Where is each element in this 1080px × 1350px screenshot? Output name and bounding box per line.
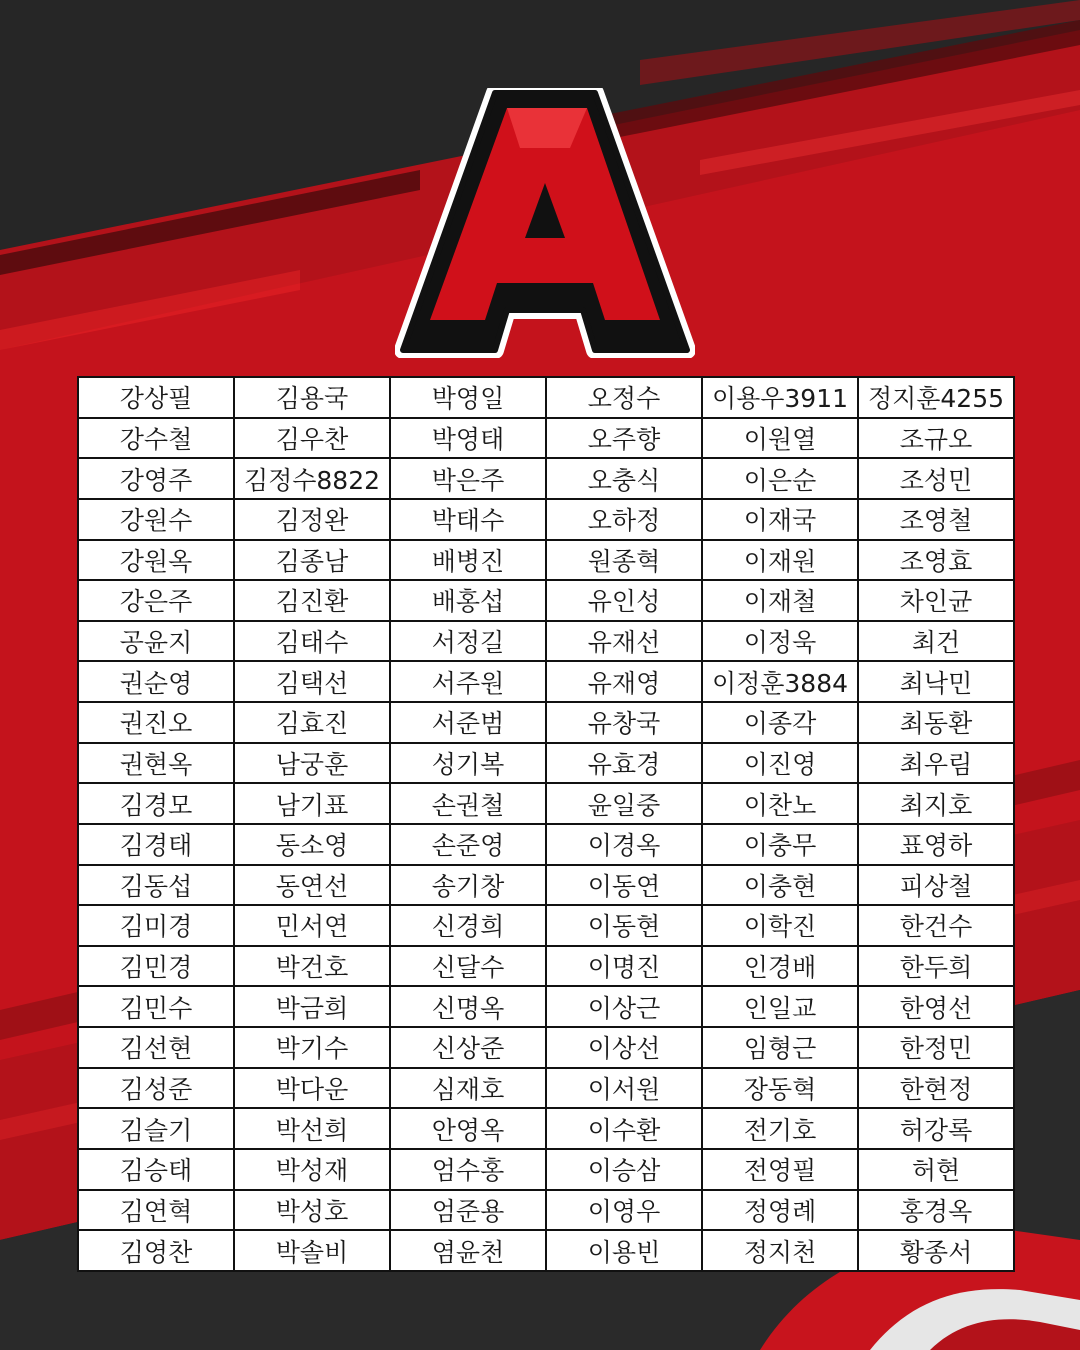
name-cell: 김용국 — [234, 377, 390, 418]
name-cell: 박솔비 — [234, 1230, 390, 1271]
name-cell: 전영필 — [702, 1149, 858, 1190]
name-cell: 이종각 — [702, 702, 858, 743]
name-cell: 유재선 — [546, 621, 702, 662]
name-cell: 원종혁 — [546, 540, 702, 581]
name-cell: 김효진 — [234, 702, 390, 743]
table-row — [78, 499, 1014, 540]
name-cell: 김성준 — [78, 1068, 234, 1109]
name-cell: 차인균 — [858, 580, 1014, 621]
name-cell: 한영선 — [858, 986, 1014, 1027]
name-cell: 서주원 — [390, 661, 546, 702]
name-cell: 장동혁 — [702, 1068, 858, 1109]
name-cell: 김미경 — [78, 905, 234, 946]
name-cell: 박기수 — [234, 1027, 390, 1068]
name-cell: 동연선 — [234, 865, 390, 906]
table-row — [78, 580, 1014, 621]
name-cell: 손준영 — [390, 824, 546, 865]
name-cell: 박성호 — [234, 1190, 390, 1231]
name-cell: 권진오 — [78, 702, 234, 743]
name-cell: 김동섭 — [78, 865, 234, 906]
name-cell: 오정수 — [546, 377, 702, 418]
name-cell: 강상필 — [78, 377, 234, 418]
name-cell: 이경옥 — [546, 824, 702, 865]
name-cell: 신상준 — [390, 1027, 546, 1068]
name-cell: 박태수 — [390, 499, 546, 540]
name-cell: 이서원 — [546, 1068, 702, 1109]
name-cell: 이용빈 — [546, 1230, 702, 1271]
table-row — [78, 905, 1014, 946]
name-cell: 허강록 — [858, 1108, 1014, 1149]
table-row — [78, 540, 1014, 581]
table-row — [78, 946, 1014, 987]
name-cell: 신달수 — [390, 946, 546, 987]
name-cell: 김승태 — [78, 1149, 234, 1190]
name-cell: 박다운 — [234, 1068, 390, 1109]
name-cell: 염윤천 — [390, 1230, 546, 1271]
name-cell: 최동환 — [858, 702, 1014, 743]
name-cell: 전기호 — [702, 1108, 858, 1149]
name-cell: 강영주 — [78, 458, 234, 499]
name-cell: 박성재 — [234, 1149, 390, 1190]
name-cell: 박선희 — [234, 1108, 390, 1149]
name-cell: 김민수 — [78, 986, 234, 1027]
table-row — [78, 1068, 1014, 1109]
name-cell: 박건호 — [234, 946, 390, 987]
name-cell: 남궁훈 — [234, 743, 390, 784]
name-cell: 임형근 — [702, 1027, 858, 1068]
name-cell: 최건 — [858, 621, 1014, 662]
table-row — [78, 1027, 1014, 1068]
name-cell: 오주향 — [546, 418, 702, 459]
name-cell: 조규오 — [858, 418, 1014, 459]
name-cell: 이재원 — [702, 540, 858, 581]
name-cell: 허현 — [858, 1149, 1014, 1190]
table-row — [78, 1230, 1014, 1271]
name-cell: 김선현 — [78, 1027, 234, 1068]
name-cell: 인경배 — [702, 946, 858, 987]
name-cell: 손권철 — [390, 783, 546, 824]
name-cell: 김태수 — [234, 621, 390, 662]
name-cell: 김택선 — [234, 661, 390, 702]
name-cell: 이상선 — [546, 1027, 702, 1068]
name-cell: 심재호 — [390, 1068, 546, 1109]
name-cell: 성기복 — [390, 743, 546, 784]
name-cell: 권현옥 — [78, 743, 234, 784]
name-cell: 이충무 — [702, 824, 858, 865]
name-cell: 조성민 — [858, 458, 1014, 499]
table-row — [78, 1149, 1014, 1190]
name-cell: 이동현 — [546, 905, 702, 946]
name-cell: 공윤지 — [78, 621, 234, 662]
name-cell: 최우림 — [858, 743, 1014, 784]
name-cell: 서준범 — [390, 702, 546, 743]
name-cell: 정영례 — [702, 1190, 858, 1231]
name-cell: 조영효 — [858, 540, 1014, 581]
name-cell: 엄수홍 — [390, 1149, 546, 1190]
name-cell: 신명옥 — [390, 986, 546, 1027]
name-cell: 유재영 — [546, 661, 702, 702]
name-cell: 이상근 — [546, 986, 702, 1027]
name-cell: 김경태 — [78, 824, 234, 865]
name-cell: 인일교 — [702, 986, 858, 1027]
name-cell: 이승삼 — [546, 1149, 702, 1190]
name-cell: 신경희 — [390, 905, 546, 946]
name-cell: 이학진 — [702, 905, 858, 946]
table-row — [78, 824, 1014, 865]
name-cell: 이정훈3884 — [702, 661, 858, 702]
name-cell: 송기창 — [390, 865, 546, 906]
table-row — [78, 1190, 1014, 1231]
name-cell: 김정수8822 — [234, 458, 390, 499]
name-cell: 엄준용 — [390, 1190, 546, 1231]
name-cell: 이동연 — [546, 865, 702, 906]
name-cell: 김연혁 — [78, 1190, 234, 1231]
name-cell: 김영찬 — [78, 1230, 234, 1271]
table-row — [78, 865, 1014, 906]
name-cell: 이명진 — [546, 946, 702, 987]
name-cell: 김경모 — [78, 783, 234, 824]
table-row — [78, 743, 1014, 784]
table-row — [78, 418, 1014, 459]
name-cell: 배병진 — [390, 540, 546, 581]
table-row — [78, 702, 1014, 743]
name-cell: 김슬기 — [78, 1108, 234, 1149]
name-cell: 홍경옥 — [858, 1190, 1014, 1231]
name-cell: 남기표 — [234, 783, 390, 824]
name-cell: 최지호 — [858, 783, 1014, 824]
name-cell: 이수환 — [546, 1108, 702, 1149]
name-cell: 동소영 — [234, 824, 390, 865]
name-cell: 정지훈4255 — [858, 377, 1014, 418]
name-cell: 안영옥 — [390, 1108, 546, 1149]
name-cell: 박영일 — [390, 377, 546, 418]
name-cell: 한건수 — [858, 905, 1014, 946]
name-cell: 김정완 — [234, 499, 390, 540]
name-cell: 조영철 — [858, 499, 1014, 540]
name-cell: 이재철 — [702, 580, 858, 621]
table-row — [78, 1108, 1014, 1149]
name-cell: 김민경 — [78, 946, 234, 987]
name-cell: 한현정 — [858, 1068, 1014, 1109]
name-cell: 이충현 — [702, 865, 858, 906]
name-cell: 박은주 — [390, 458, 546, 499]
name-cell: 박영태 — [390, 418, 546, 459]
table-row — [78, 621, 1014, 662]
table-row — [78, 783, 1014, 824]
letter-a-logo — [395, 88, 695, 358]
name-cell: 한두희 — [858, 946, 1014, 987]
name-cell: 피상철 — [858, 865, 1014, 906]
name-cell: 윤일중 — [546, 783, 702, 824]
name-cell: 오충식 — [546, 458, 702, 499]
name-cell: 김종남 — [234, 540, 390, 581]
name-cell: 정지천 — [702, 1230, 858, 1271]
table-row — [78, 986, 1014, 1027]
name-cell: 배홍섭 — [390, 580, 546, 621]
name-cell: 한정민 — [858, 1027, 1014, 1068]
name-cell: 서정길 — [390, 621, 546, 662]
name-cell: 이은순 — [702, 458, 858, 499]
name-cell: 강원수 — [78, 499, 234, 540]
name-cell: 권순영 — [78, 661, 234, 702]
name-cell: 이정욱 — [702, 621, 858, 662]
name-cell: 오하정 — [546, 499, 702, 540]
name-cell: 이원열 — [702, 418, 858, 459]
name-cell: 이영우 — [546, 1190, 702, 1231]
table-row — [78, 377, 1014, 418]
name-cell: 강은주 — [78, 580, 234, 621]
name-cell: 김우찬 — [234, 418, 390, 459]
name-cell: 이재국 — [702, 499, 858, 540]
name-cell: 최낙민 — [858, 661, 1014, 702]
name-cell: 유인성 — [546, 580, 702, 621]
name-cell: 유효경 — [546, 743, 702, 784]
name-cell: 이용우3911 — [702, 377, 858, 418]
name-cell: 유창국 — [546, 702, 702, 743]
name-cell: 김진환 — [234, 580, 390, 621]
name-roster-table — [77, 376, 1015, 1272]
name-cell: 이진영 — [702, 743, 858, 784]
name-cell: 강원옥 — [78, 540, 234, 581]
table-row — [78, 458, 1014, 499]
table-row — [78, 661, 1014, 702]
name-cell: 강수철 — [78, 418, 234, 459]
name-cell: 이찬노 — [702, 783, 858, 824]
name-cell: 표영하 — [858, 824, 1014, 865]
name-cell: 박금희 — [234, 986, 390, 1027]
name-cell: 민서연 — [234, 905, 390, 946]
name-cell: 황종서 — [858, 1230, 1014, 1271]
